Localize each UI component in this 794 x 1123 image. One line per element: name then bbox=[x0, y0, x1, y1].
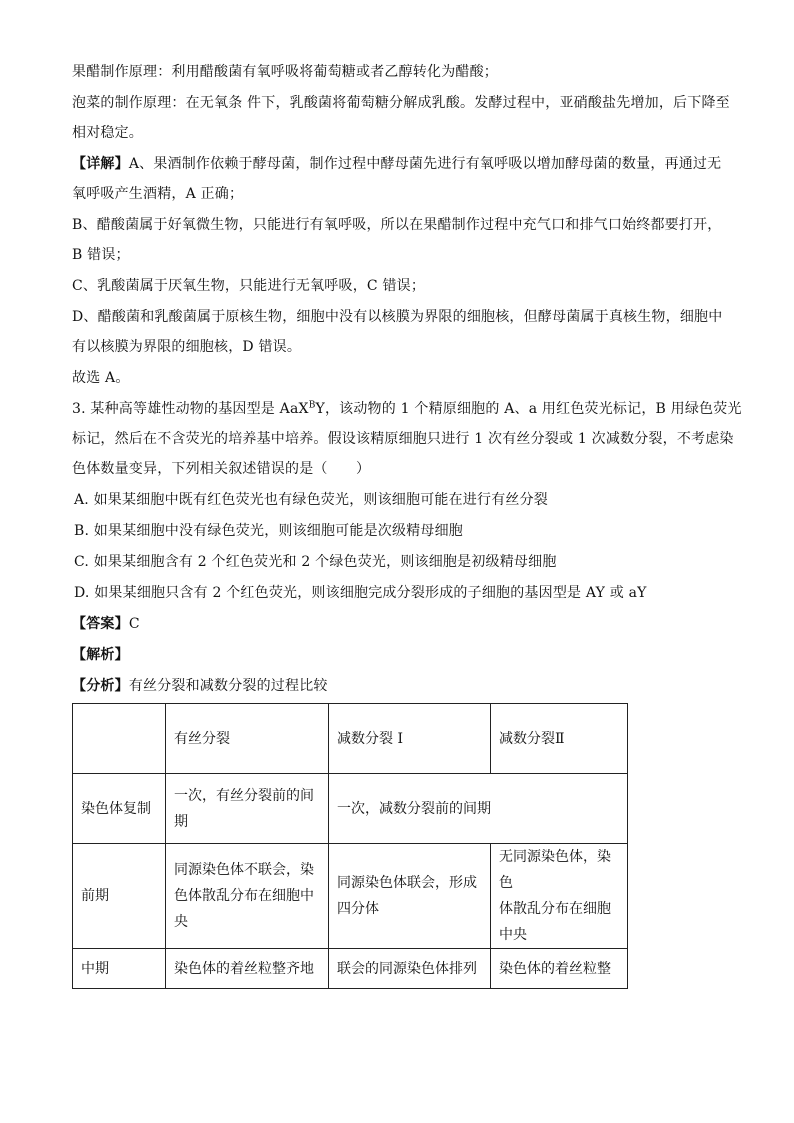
question-prefix: 3. 某种高等雄性动物的基因型是 AaX bbox=[72, 401, 309, 417]
table-header-cell: 减数分裂 I bbox=[329, 704, 491, 774]
question-suffix: Y，该动物的 1 个精原细胞的 A、a 用红色荧光标记，B 用绿色荧光 bbox=[315, 401, 742, 417]
cell-text: 同源染色体联会，形成 bbox=[337, 875, 477, 891]
fenxi-tag: 【分析】 bbox=[72, 678, 129, 694]
table-header-cell: 有丝分裂 bbox=[166, 704, 329, 774]
detail-line2: 氧呼吸产生酒精，A 正确； bbox=[72, 186, 244, 202]
table-cell: 染色体的着丝粒整 bbox=[491, 949, 628, 989]
detail-b-line1: B、醋酸菌属于好氧微生物，只能进行有氧呼吸，所以在果醋制作过程中充气口和排气口始终都要打开， bbox=[72, 217, 722, 233]
cell-text: 期 bbox=[174, 813, 188, 830]
table-cell bbox=[491, 844, 628, 949]
pickle-principle-line1: 泡菜的制作原理：在无氧条 件下，乳酸菌将葡萄糖分解成乳酸。发酵过程中，亚硝酸盐先增加，后下降至 bbox=[72, 95, 730, 111]
table-header-cell: 减数分裂Ⅱ bbox=[491, 704, 628, 774]
question-superscript: B bbox=[308, 400, 316, 411]
table-cell: 联会的同源染色体排列 bbox=[329, 949, 491, 989]
detail-b-line2: B 错误； bbox=[72, 247, 130, 263]
conclusion: 故选 A。 bbox=[72, 370, 130, 386]
table-row bbox=[73, 774, 628, 844]
detail-d-line1: D、醋酸菌和乳酸菌属于原核生物，细胞中没有以核膜为界限的细胞核，但酵母菌属于真核生物，细胞中 bbox=[72, 309, 723, 325]
table-header-cell bbox=[73, 704, 166, 774]
detail-line1 bbox=[72, 154, 732, 175]
detail-text-a: A、果酒制作依赖于酵母菌，制作过程中酵母菌先进行有氧呼吸以增加酵母菌的数量，再通过无 bbox=[128, 156, 722, 172]
table-cell bbox=[166, 844, 329, 949]
row-label: 染色体复制 bbox=[73, 774, 166, 844]
detail-d-line2: 有以核膜为界限的细胞核，D 错误。 bbox=[72, 339, 302, 355]
cell-text: 无同源染色体，染色 bbox=[499, 849, 611, 891]
answer-tag: 【答案】 bbox=[72, 616, 129, 632]
table-cell: 一次，减数分裂前的间期 bbox=[329, 774, 628, 844]
fenxi-line bbox=[72, 676, 732, 697]
table-row bbox=[73, 949, 628, 989]
answer-value: C bbox=[128, 616, 140, 632]
cell-text: 同源染色体不联会，染 bbox=[174, 862, 314, 878]
cell-text: 一次，有丝分裂前的间 bbox=[174, 787, 314, 804]
cell-text: 央 bbox=[174, 914, 188, 930]
cell-text: 四分体 bbox=[337, 901, 379, 917]
cell-text: 中央 bbox=[499, 927, 527, 943]
table-cell bbox=[166, 774, 329, 844]
option-a: A. 如果某细胞中既有红色荧光也有绿色荧光，则该细胞可能在进行有丝分裂 bbox=[74, 492, 549, 508]
fenxi-text: 有丝分裂和减数分裂的过程比较 bbox=[128, 678, 328, 694]
table-row bbox=[73, 844, 628, 949]
analysis-tag: 【解析】 bbox=[72, 647, 129, 663]
row-label: 中期 bbox=[73, 949, 166, 989]
cell-text: 色体散乱分布在细胞中 bbox=[174, 888, 314, 904]
question-line2: 标记，然后在不含荧光的培养基中培养。假设该精原细胞只进行 1 次有丝分裂或 1 次减数分裂，不考虑染 bbox=[72, 431, 734, 447]
option-c: C. 如果某细胞含有 2 个红色荧光和 2 个绿色荧光，则该细胞是初级精母细胞 bbox=[74, 554, 557, 570]
table-header-row bbox=[73, 704, 628, 774]
option-d: D. 如果某细胞只含有 2 个红色荧光，则该细胞完成分裂形成的子细胞的基因型是 AY 或 aY bbox=[74, 585, 647, 601]
option-b: B. 如果某细胞中没有绿色荧光，则该细胞可能是次级精母细胞 bbox=[74, 523, 463, 539]
pickle-principle-line2: 相对稳定。 bbox=[72, 125, 143, 141]
detail-c: C、乳酸菌属于厌氧生物，只能进行无氧呼吸，C 错误； bbox=[72, 278, 426, 294]
comparison-table bbox=[72, 703, 628, 989]
answer-line bbox=[72, 614, 732, 635]
table-cell bbox=[329, 844, 491, 949]
document-page bbox=[72, 62, 742, 989]
row-label: 前期 bbox=[73, 844, 166, 949]
analysis-line bbox=[72, 645, 732, 666]
question-line3: 色体数量变异，下列相关叙述错误的是（ ） bbox=[72, 461, 371, 477]
cell-text: 体散乱分布在细胞 bbox=[499, 901, 611, 917]
vinegar-principle: 果醋制作原理：利用醋酸菌有氧呼吸将葡萄糖或者乙醇转化为醋酸； bbox=[72, 64, 498, 80]
question-line1 bbox=[72, 399, 742, 420]
detail-tag: 【详解】 bbox=[72, 156, 129, 172]
table-cell: 染色体的着丝粒整齐地 bbox=[166, 949, 329, 989]
